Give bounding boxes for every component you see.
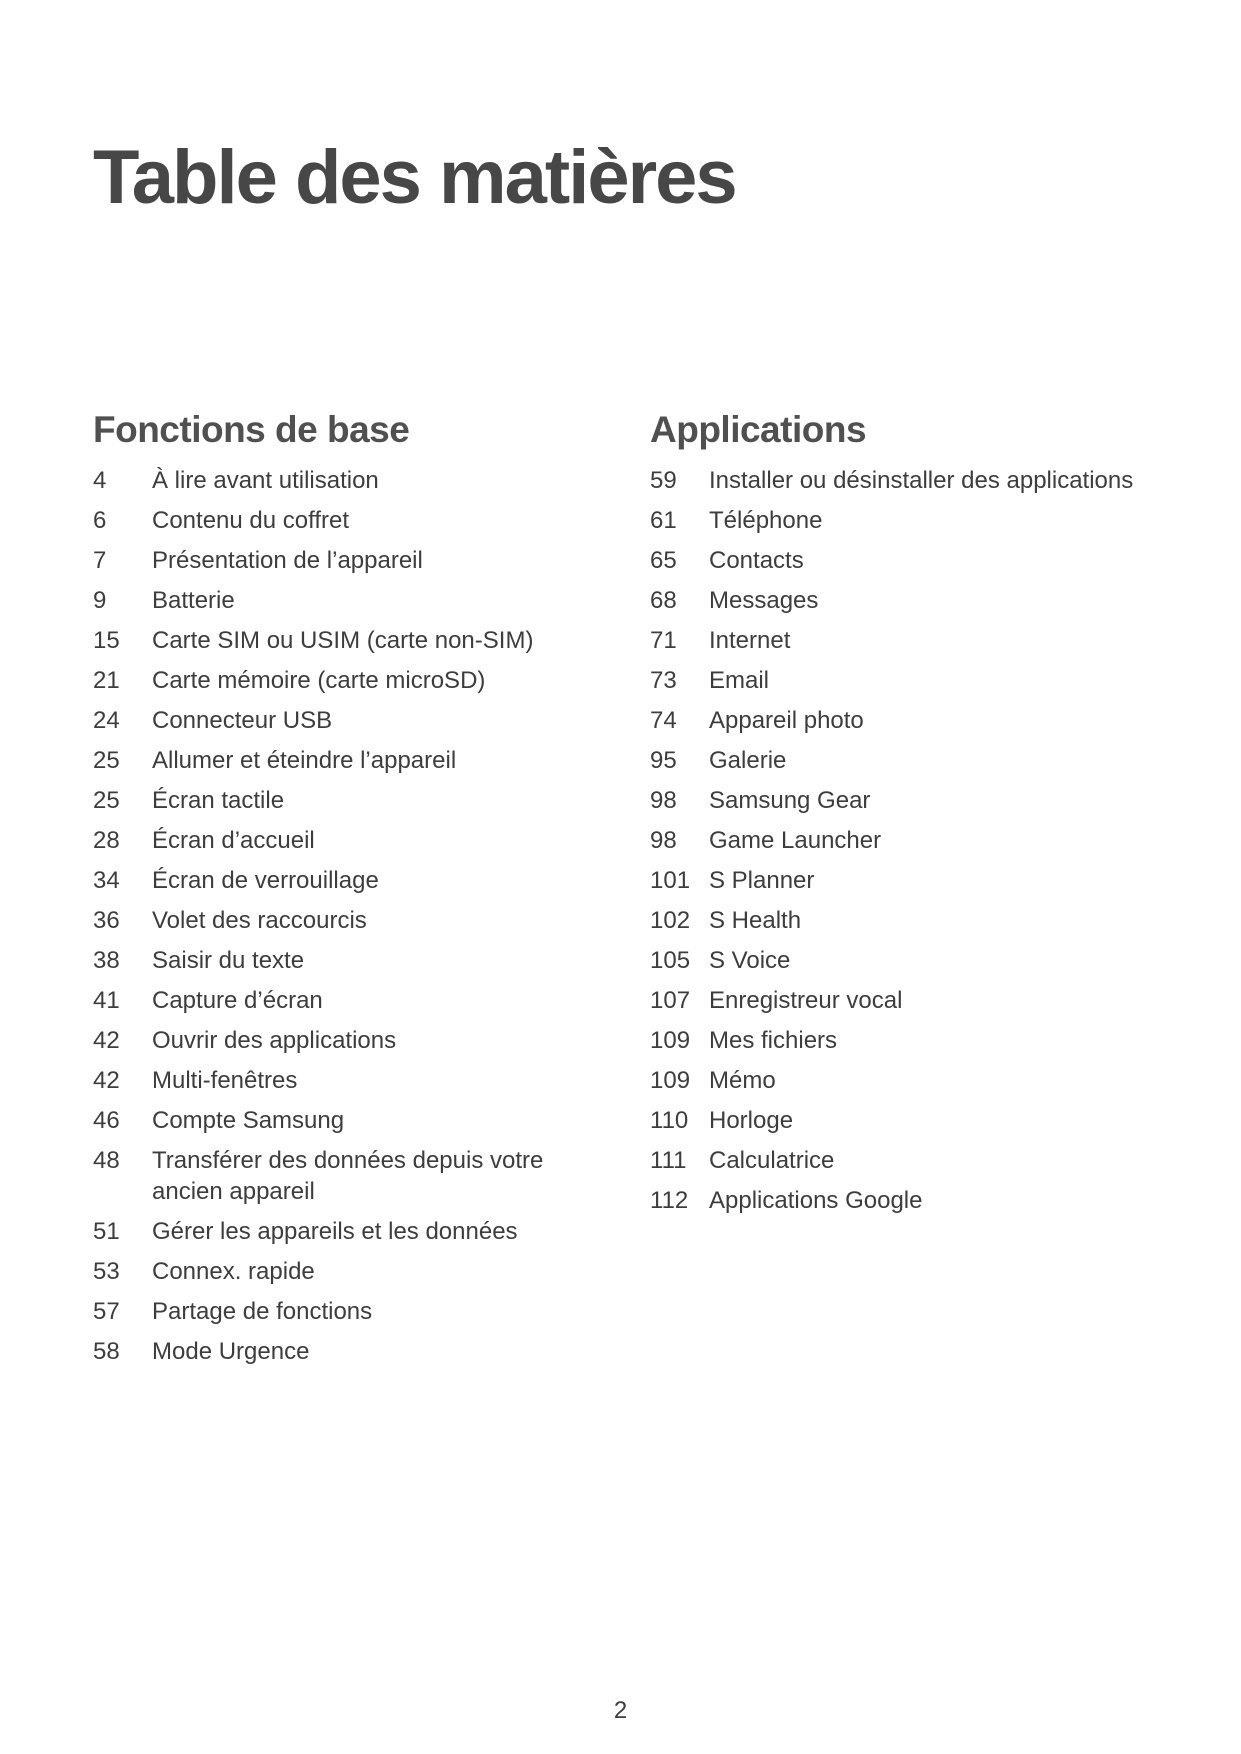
toc-entry[interactable] xyxy=(93,1025,573,1056)
toc-entry-label: Galerie xyxy=(709,746,787,774)
toc-entry-page: 25 xyxy=(93,746,120,774)
toc-entry[interactable] xyxy=(93,945,573,976)
toc-entry[interactable] xyxy=(650,545,1170,576)
toc-entry[interactable] xyxy=(93,1336,573,1367)
toc-entry-label: Mes fichiers xyxy=(709,1026,838,1054)
toc-entry-label: Enregistreur vocal xyxy=(709,986,903,1014)
toc-entry[interactable] xyxy=(650,465,1170,496)
toc-entry[interactable] xyxy=(650,1065,1170,1096)
toc-entry[interactable] xyxy=(650,1105,1170,1136)
toc-entry-label: Gérer les appareils et les données xyxy=(152,1217,518,1245)
toc-entry-page: 110 xyxy=(650,1106,689,1134)
toc-entry-page: 58 xyxy=(93,1337,120,1365)
toc-entry[interactable] xyxy=(93,825,573,856)
toc-entry-label: Capture d’écran xyxy=(152,986,323,1014)
toc-list-applications xyxy=(650,465,1170,1216)
toc-entry-label: Ouvrir des applications xyxy=(152,1026,397,1054)
toc-entry[interactable] xyxy=(650,1025,1170,1056)
toc-entry[interactable] xyxy=(93,665,573,696)
toc-entry-label: Internet xyxy=(709,626,791,654)
toc-entry-label: Appareil photo xyxy=(709,706,864,734)
toc-entry-page: 46 xyxy=(93,1106,120,1134)
toc-entry[interactable] xyxy=(650,865,1170,896)
toc-entry-label: Messages xyxy=(709,586,819,614)
toc-list-fonctions-de-base xyxy=(93,465,573,1367)
toc-entry-page: 112 xyxy=(650,1186,689,1214)
toc-entry-label: Calculatrice xyxy=(709,1146,835,1174)
toc-entry-label: Mode Urgence xyxy=(152,1337,310,1365)
toc-entry[interactable] xyxy=(650,625,1170,656)
toc-entry[interactable] xyxy=(93,1145,573,1207)
toc-entry[interactable] xyxy=(93,985,573,1016)
toc-entry-label: Volet des raccourcis xyxy=(152,906,367,934)
toc-entry-label: Game Launcher xyxy=(709,826,882,854)
toc-entry-label: Allumer et éteindre l’appareil xyxy=(152,746,457,774)
toc-entry[interactable] xyxy=(650,1185,1170,1216)
toc-entry-page: 95 xyxy=(650,746,677,774)
toc-entry-page: 109 xyxy=(650,1026,691,1054)
toc-entry-page: 57 xyxy=(93,1297,120,1325)
toc-entry-page: 6 xyxy=(93,506,107,534)
toc-entry[interactable] xyxy=(93,1296,573,1327)
toc-entry-page: 101 xyxy=(650,866,691,894)
toc-entry-page: 65 xyxy=(650,546,677,574)
toc-entry[interactable] xyxy=(93,745,573,776)
toc-entry-label: Installer ou désinstaller des applications xyxy=(709,466,1134,494)
toc-entry[interactable] xyxy=(93,1256,573,1287)
toc-entry-label: Contacts xyxy=(709,546,804,574)
toc-entry-page: 34 xyxy=(93,866,120,894)
toc-entry[interactable] xyxy=(93,1105,573,1136)
toc-entry-label: Connex. rapide xyxy=(152,1257,315,1285)
toc-entry[interactable] xyxy=(650,505,1170,536)
toc-entry-label: Connecteur USB xyxy=(152,706,333,734)
toc-entry-page: 68 xyxy=(650,586,677,614)
toc-entry-label: Applications Google xyxy=(709,1186,923,1214)
toc-entry-page: 21 xyxy=(93,666,120,694)
toc-entry[interactable] xyxy=(93,465,573,496)
toc-entry-page: 28 xyxy=(93,826,120,854)
toc-entry-label: Écran tactile xyxy=(152,786,285,814)
toc-entry[interactable] xyxy=(93,625,573,656)
toc-entry-page: 71 xyxy=(650,626,677,654)
page-number: 2 xyxy=(613,1697,628,1724)
toc-entry[interactable] xyxy=(650,785,1170,816)
toc-entry[interactable] xyxy=(93,785,573,816)
toc-entry-label: Compte Samsung xyxy=(152,1106,345,1134)
toc-entry-label: Contenu du coffret xyxy=(152,506,350,534)
toc-entry[interactable] xyxy=(93,905,573,936)
toc-entry-page: 25 xyxy=(93,786,120,814)
toc-entry-page: 15 xyxy=(93,626,120,654)
toc-entry-page: 53 xyxy=(93,1257,120,1285)
toc-entry[interactable] xyxy=(650,905,1170,936)
toc-entry-page: 59 xyxy=(650,466,677,494)
toc-entry-page: 42 xyxy=(93,1026,120,1054)
toc-entry-page: 107 xyxy=(650,986,691,1014)
toc-entry-page: 38 xyxy=(93,946,120,974)
toc-entry-page: 109 xyxy=(650,1066,691,1094)
toc-entry[interactable] xyxy=(650,665,1170,696)
toc-entry-label: Email xyxy=(709,666,770,694)
toc-column-fonctions-de-base xyxy=(93,410,573,1376)
toc-entry-page: 4 xyxy=(93,466,107,494)
toc-entry-label: Carte SIM ou USIM (carte non-SIM) xyxy=(152,626,534,654)
toc-entry-page: 73 xyxy=(650,666,677,694)
toc-entry[interactable] xyxy=(93,545,573,576)
toc-entry[interactable] xyxy=(650,585,1170,616)
toc-entry-label: Batterie xyxy=(152,586,235,614)
toc-entry[interactable] xyxy=(650,705,1170,736)
toc-entry-page: 98 xyxy=(650,826,677,854)
toc-entry-page: 98 xyxy=(650,786,677,814)
toc-entry[interactable] xyxy=(93,1065,573,1096)
toc-entry[interactable] xyxy=(650,745,1170,776)
toc-entry-page: 24 xyxy=(93,706,120,734)
toc-entry-page: 42 xyxy=(93,1066,120,1094)
toc-entry-label: Mémo xyxy=(709,1066,776,1094)
page-title: Table des matières xyxy=(93,135,736,220)
toc-entry[interactable] xyxy=(93,505,573,536)
toc-entry[interactable] xyxy=(650,825,1170,856)
toc-entry-label: Samsung Gear xyxy=(709,786,871,814)
toc-entry-label: Présentation de l’appareil xyxy=(152,546,423,574)
toc-entry-label: S Voice xyxy=(709,946,791,974)
toc-entry[interactable] xyxy=(93,1216,573,1247)
toc-entry-page: 111 xyxy=(650,1146,687,1174)
toc-entry[interactable] xyxy=(93,705,573,736)
toc-entry-label: Transférer des données depuis votre ancien appareil xyxy=(152,1146,544,1205)
toc-entry[interactable] xyxy=(650,945,1170,976)
toc-entry-page: 9 xyxy=(93,586,107,614)
toc-entry-label: Multi-fenêtres xyxy=(152,1066,298,1094)
section-heading-applications: Applications xyxy=(650,409,867,450)
toc-entry-label: S Planner xyxy=(709,866,815,894)
toc-entry-label: À lire avant utilisation xyxy=(152,466,379,494)
toc-entry-label: Écran de verrouillage xyxy=(152,866,379,894)
toc-entry-label: Téléphone xyxy=(709,506,823,534)
toc-entry-label: Horloge xyxy=(709,1106,794,1134)
toc-entry-page: 7 xyxy=(93,546,107,574)
toc-entry-page: 41 xyxy=(93,986,120,1014)
toc-column-applications xyxy=(650,410,1170,1225)
toc-entry[interactable] xyxy=(650,985,1170,1016)
toc-entry-label: S Health xyxy=(709,906,802,934)
toc-entry-page: 36 xyxy=(93,906,120,934)
section-heading-fonctions-de-base: Fonctions de base xyxy=(93,409,410,450)
toc-entry[interactable] xyxy=(93,585,573,616)
toc-entry-label: Saisir du texte xyxy=(152,946,305,974)
toc-entry-page: 51 xyxy=(93,1217,120,1245)
toc-entry[interactable] xyxy=(650,1145,1170,1176)
toc-entry-page: 105 xyxy=(650,946,691,974)
toc-entry[interactable] xyxy=(93,865,573,896)
toc-entry-page: 61 xyxy=(650,506,677,534)
toc-entry-label: Carte mémoire (carte microSD) xyxy=(152,666,486,694)
toc-entry-page: 74 xyxy=(650,706,677,734)
toc-entry-label: Partage de fonctions xyxy=(152,1297,373,1325)
toc-entry-page: 48 xyxy=(93,1146,120,1174)
toc-entry-label: Écran d’accueil xyxy=(152,826,315,854)
toc-entry-page: 102 xyxy=(650,906,691,934)
